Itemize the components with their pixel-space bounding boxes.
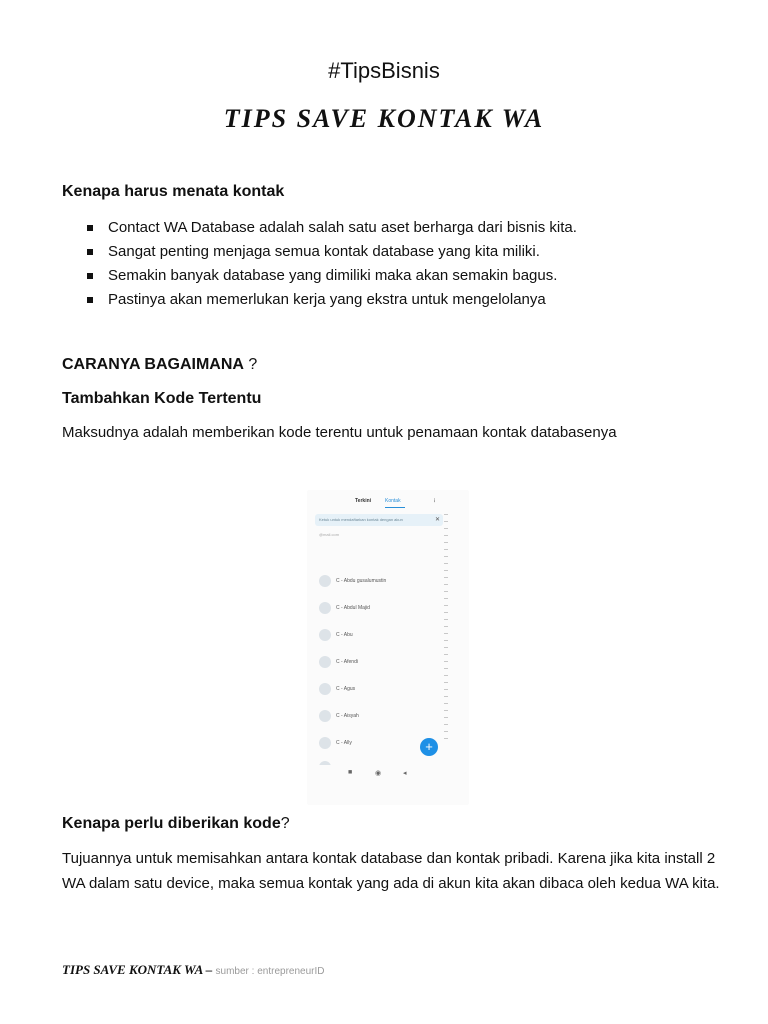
phone-screenshot bbox=[307, 490, 469, 805]
section-heading-how bbox=[62, 356, 257, 374]
contact-name: C - Ally bbox=[336, 740, 352, 746]
heading-text: Kenapa perlu diberikan kode bbox=[62, 815, 281, 832]
more-options-icon[interactable]: ⋮ bbox=[432, 498, 437, 504]
avatar bbox=[319, 575, 331, 587]
section-heading-why-organize: Kenapa harus menata kontak bbox=[62, 183, 285, 200]
paragraph-explanation: Maksudnya adalah memberikan kode terentu untuk penamaan kontak databasenya bbox=[62, 424, 617, 441]
footer-title: TIPS SAVE KONTAK WA bbox=[62, 962, 203, 977]
paragraph-purpose: Tujuannya untuk memisahkan antara kontak database dan kontak pribadi. Karena jika kita install 2 WA dalam satu device, maka semua kontak yang ada di akun kita akan dibaca oleh kedua WA kita. bbox=[62, 850, 720, 892]
avatar bbox=[319, 710, 331, 722]
section-heading-why-code bbox=[62, 815, 290, 833]
contact-name: C - Abdul Majid bbox=[336, 605, 370, 611]
list-item: Semakin banyak database yang dimiliki maka akan semakin bagus. bbox=[84, 264, 577, 288]
sync-banner[interactable] bbox=[315, 514, 443, 526]
footer-source: sumber : entrepreneurID bbox=[215, 966, 325, 977]
list-item: Sangat penting menjaga semua kontak database yang kita miliki. bbox=[84, 240, 577, 264]
system-nav-bar bbox=[307, 769, 469, 779]
phone-tab-bar bbox=[307, 498, 469, 510]
contact-row[interactable] bbox=[319, 629, 439, 643]
page-title: TIPS SAVE KONTAK WA bbox=[223, 104, 545, 133]
avatar bbox=[319, 683, 331, 695]
contact-row[interactable] bbox=[319, 602, 439, 616]
close-icon[interactable]: ✕ bbox=[434, 517, 440, 523]
contact-name: C - Afendi bbox=[336, 659, 358, 665]
avatar bbox=[319, 656, 331, 668]
tab-contacts[interactable]: Kontak bbox=[385, 498, 401, 504]
contact-row[interactable] bbox=[319, 683, 439, 697]
contact-name: C - Abu bbox=[336, 632, 353, 638]
list-item: Contact WA Database adalah salah satu aset berharga dari bisnis kita. bbox=[84, 216, 577, 240]
contact-row[interactable] bbox=[319, 710, 439, 724]
tab-recent[interactable]: Terkini bbox=[355, 498, 372, 504]
list-item: Pastinya akan memerlukan kerja yang ekstra untuk mengelolanya bbox=[84, 288, 577, 312]
avatar bbox=[319, 629, 331, 641]
alphabet-index-scrollbar[interactable] bbox=[444, 514, 448, 744]
active-tab-indicator bbox=[385, 507, 405, 508]
home-nav-icon[interactable]: ◉ bbox=[375, 770, 382, 777]
reasons-list bbox=[84, 216, 577, 312]
heading-suffix: ? bbox=[243, 356, 258, 373]
contact-row[interactable] bbox=[319, 575, 439, 589]
footer-dash: – bbox=[202, 962, 216, 977]
contact-row-partial bbox=[319, 761, 439, 765]
heading-suffix: ? bbox=[280, 815, 290, 832]
back-nav-icon[interactable]: ◂ bbox=[403, 770, 407, 777]
account-label: @mail.com bbox=[319, 532, 340, 537]
heading-text: CARANYA BAGAIMANA bbox=[62, 356, 244, 373]
contact-name: C - Agus bbox=[336, 686, 356, 692]
subheading-add-code: Tambahkan Kode Tertentu bbox=[62, 390, 262, 407]
add-contact-button[interactable]: + bbox=[420, 738, 438, 756]
avatar bbox=[319, 761, 331, 765]
recents-nav-icon[interactable]: ■ bbox=[348, 769, 353, 776]
contact-name: C - Abdu gusalumustin bbox=[336, 578, 387, 584]
page-footer bbox=[62, 962, 324, 978]
contact-name: C - Aisyah bbox=[336, 713, 359, 719]
banner-text: Ketuk untuk mendaftarkan kontak dengan akun bbox=[319, 517, 403, 522]
hashtag-heading: #TipsBisnis bbox=[328, 58, 440, 83]
contact-row[interactable] bbox=[319, 656, 439, 670]
avatar bbox=[319, 602, 331, 614]
avatar bbox=[319, 737, 331, 749]
